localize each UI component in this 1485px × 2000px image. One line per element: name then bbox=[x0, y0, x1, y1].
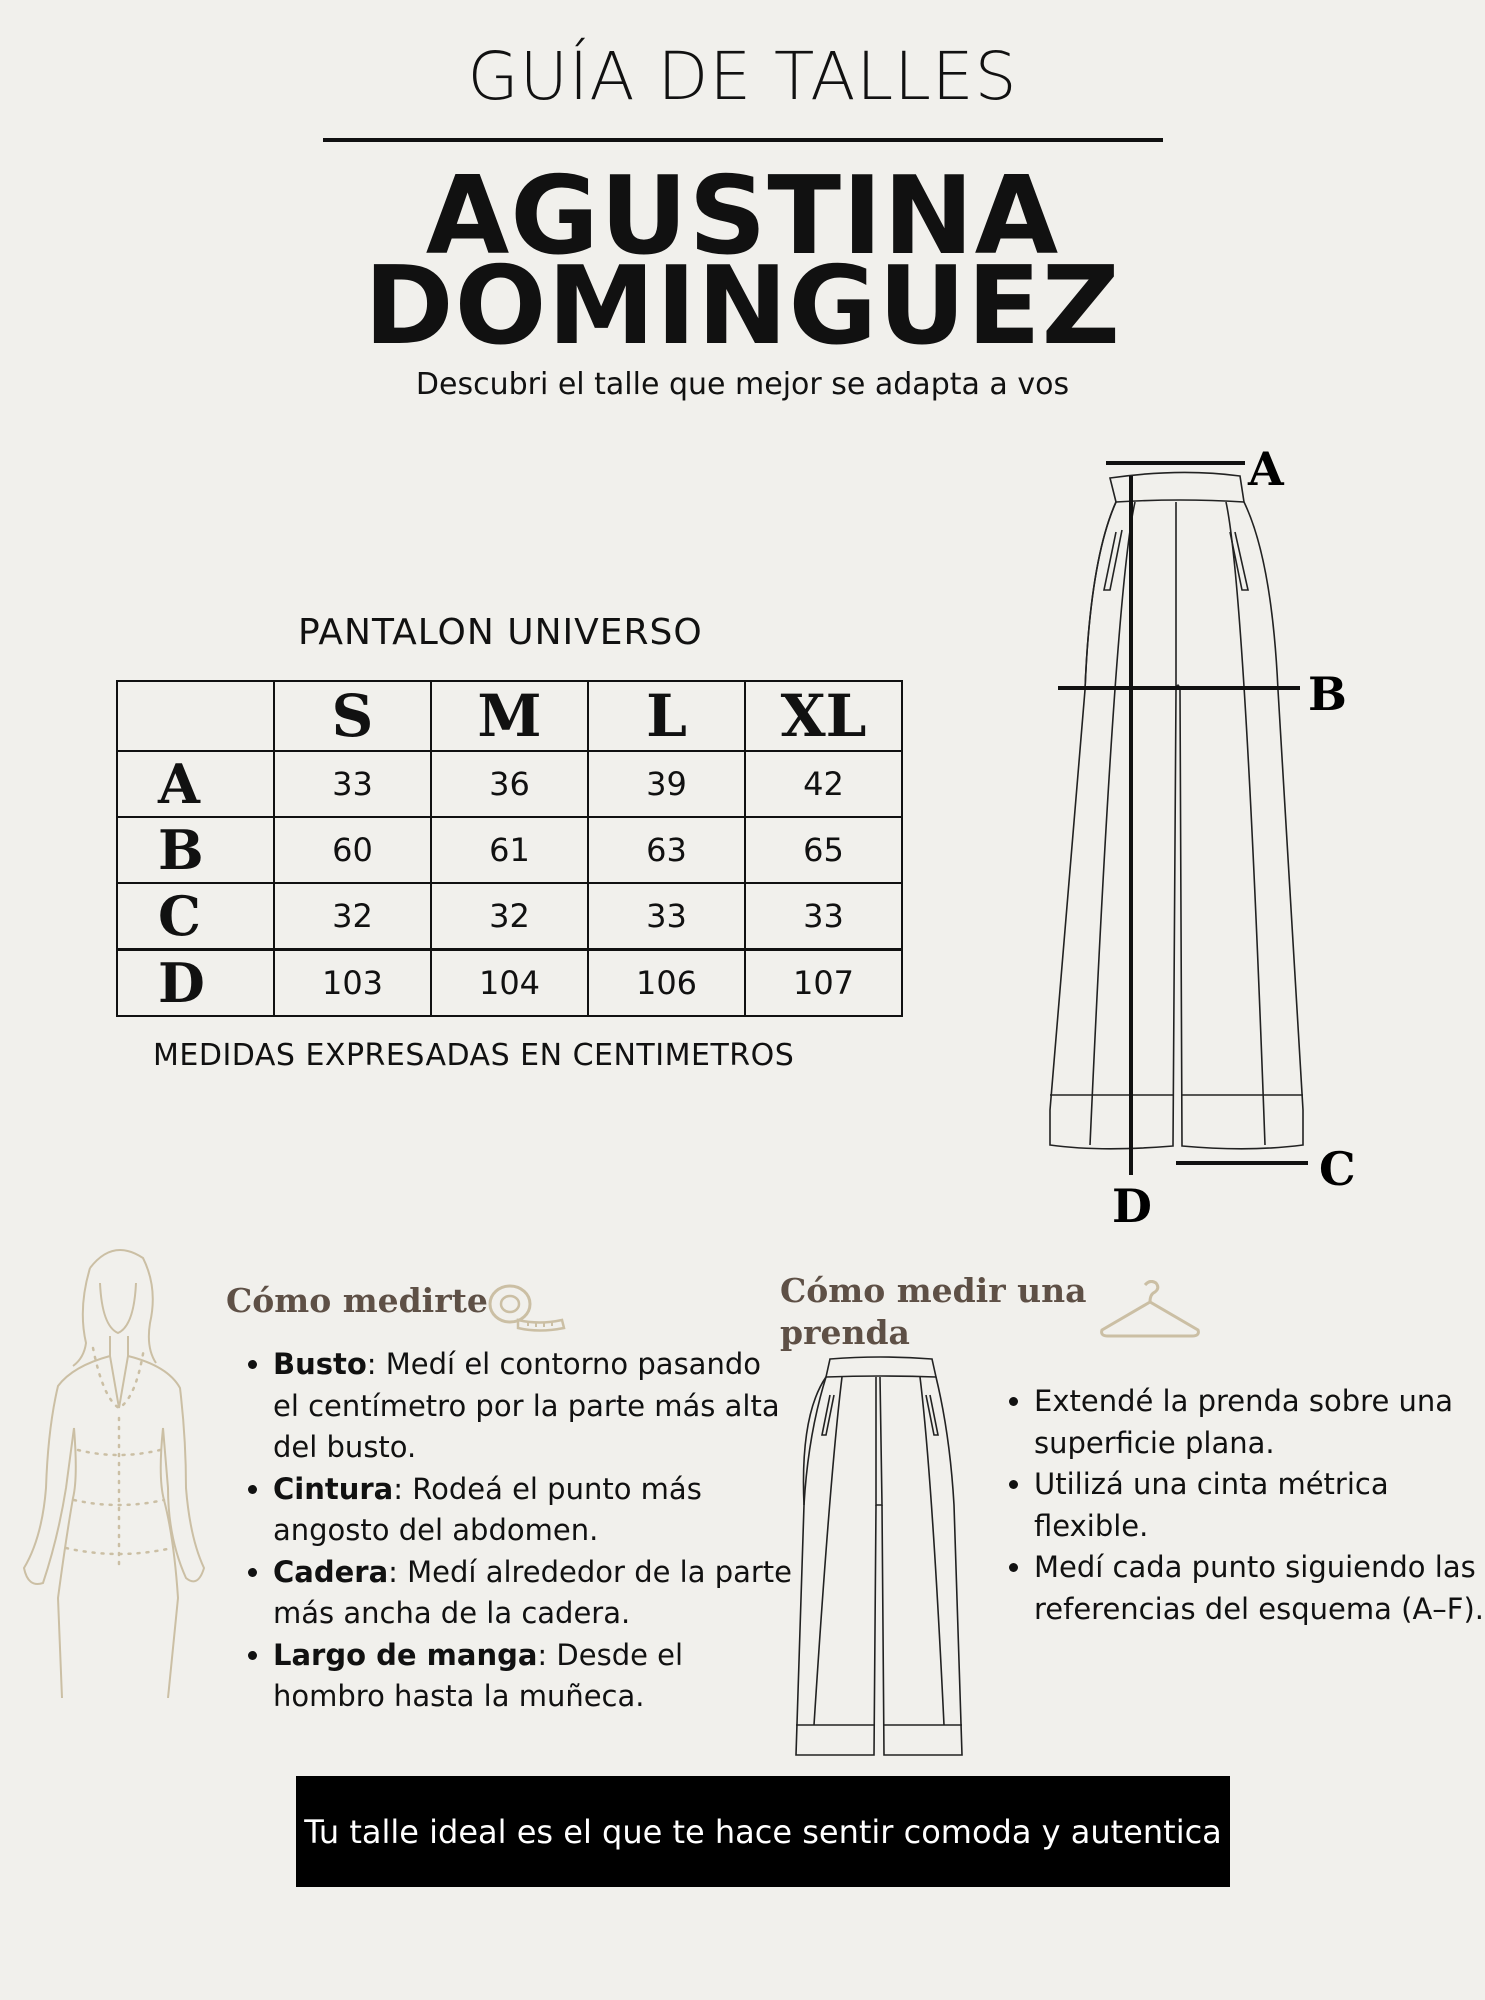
diagram-label-c: C bbox=[1319, 1142, 1356, 1196]
tip-text: : Medí alrededor de la parte más ancha de la cadera. bbox=[273, 1554, 793, 1630]
list-item bbox=[273, 1635, 793, 1718]
pants-left-hip bbox=[1085, 502, 1116, 690]
figure-neckline bbox=[110, 1356, 128, 1408]
table-row bbox=[117, 817, 902, 883]
garment-heading-line1: Cómo medir una bbox=[780, 1271, 1087, 1310]
table-cell: 32 bbox=[431, 883, 588, 950]
body-figure-illustration bbox=[18, 1238, 208, 1698]
garment-waistband bbox=[826, 1357, 936, 1377]
diagram-label-d: D bbox=[1112, 1179, 1152, 1233]
table-cell: 33 bbox=[274, 751, 431, 817]
garment-pleats bbox=[814, 1377, 944, 1725]
table-cell: 33 bbox=[588, 883, 745, 950]
table-cell: 39 bbox=[588, 751, 745, 817]
pants-measurement-diagram bbox=[1030, 440, 1390, 1240]
size-header-m: M bbox=[431, 681, 588, 751]
table-row bbox=[117, 883, 902, 950]
table-cell: 104 bbox=[431, 950, 588, 1017]
list-item bbox=[273, 1552, 793, 1635]
diagram-label-b: B bbox=[1308, 667, 1347, 721]
figure-measure-dots bbox=[66, 1418, 172, 1568]
row-label-b: B bbox=[117, 817, 274, 883]
corner-cell bbox=[117, 681, 274, 751]
table-cell: 61 bbox=[431, 817, 588, 883]
list-item: • Medí cada punto siguiendo las referencias del esquema (A–F). bbox=[1034, 1547, 1484, 1630]
brand-name-line2: DOMINGUEZ bbox=[364, 244, 1121, 369]
table-cell: 103 bbox=[274, 950, 431, 1017]
table-title: PANTALON UNIVERSO bbox=[298, 612, 703, 653]
table-row bbox=[117, 751, 902, 817]
size-header-row bbox=[117, 681, 902, 751]
tip-term: Busto bbox=[273, 1347, 367, 1381]
garment-pants-illustration bbox=[790, 1355, 970, 1760]
row-label-c: C bbox=[117, 883, 274, 950]
figure-hair bbox=[73, 1250, 156, 1366]
size-header-xl: XL bbox=[745, 681, 902, 751]
row-label-d: D bbox=[117, 950, 274, 1017]
table-cell: 65 bbox=[745, 817, 902, 883]
brand-name-line1: AGUSTINA bbox=[425, 154, 1060, 279]
tip-text: : Rodeá el punto más angosto del abdomen. bbox=[273, 1471, 702, 1547]
tip-term: Cintura bbox=[273, 1471, 394, 1506]
tip-term: Largo de manga bbox=[273, 1637, 538, 1672]
figure-neck bbox=[110, 1336, 128, 1356]
table-cell: 33 bbox=[745, 883, 902, 950]
row-label-a: A bbox=[117, 751, 274, 817]
footer-banner: Tu talle ideal es el que te hace sentir comoda y autentica bbox=[296, 1776, 1230, 1887]
garment-heading-line2: prenda bbox=[780, 1313, 910, 1352]
list-item: • Utilizá una cinta métrica flexible. bbox=[1034, 1464, 1484, 1547]
title-divider bbox=[323, 138, 1163, 142]
table-cell: 106 bbox=[588, 950, 745, 1017]
list-item bbox=[273, 1469, 793, 1552]
list-item: • Extendé la prenda sobre una superficie plana. bbox=[1034, 1381, 1484, 1464]
table-cell: 107 bbox=[745, 950, 902, 1017]
table-cell: 63 bbox=[588, 817, 745, 883]
garment-left-hip bbox=[803, 1377, 826, 1505]
diagram-label-a: A bbox=[1248, 442, 1284, 496]
figure-face bbox=[100, 1283, 136, 1333]
tip-text: : Desde el hombro hasta la muñeca. bbox=[273, 1637, 684, 1713]
pants-fly bbox=[1176, 502, 1180, 690]
table-cell: 42 bbox=[745, 751, 902, 817]
list-item bbox=[273, 1344, 793, 1469]
page-title: GUÍA DE TALLES bbox=[467, 38, 1018, 115]
units-note: MEDIDAS EXPRESADAS EN CENTIMETROS bbox=[153, 1038, 795, 1073]
table-cell: 60 bbox=[274, 817, 431, 883]
subtitle: Descubri el talle que mejor se adapta a vos bbox=[415, 367, 1070, 402]
figure-necklace bbox=[93, 1348, 144, 1408]
tip-text: : Medí el contorno pasando el centímetro por la parte más alta del busto. bbox=[273, 1347, 780, 1464]
table-cell: 32 bbox=[274, 883, 431, 950]
how-to-measure-heading: Cómo medirte bbox=[226, 1281, 488, 1320]
figure-right-arm bbox=[128, 1356, 204, 1581]
garment-fly bbox=[876, 1377, 882, 1505]
garment-heading bbox=[780, 1270, 1086, 1354]
table-row bbox=[117, 950, 902, 1017]
figure-left-arm bbox=[24, 1356, 110, 1584]
hanger-icon bbox=[1098, 1280, 1202, 1340]
body-tips-list bbox=[227, 1344, 793, 1718]
size-table bbox=[116, 680, 903, 1017]
tip-term: Cadera bbox=[273, 1554, 389, 1589]
size-header-s: S bbox=[274, 681, 431, 751]
size-header-l: L bbox=[588, 681, 745, 751]
garment-tips-list bbox=[988, 1381, 1484, 1630]
table-cell: 36 bbox=[431, 751, 588, 817]
tape-measure-icon bbox=[484, 1280, 568, 1332]
pants-pleats bbox=[1090, 502, 1265, 1145]
